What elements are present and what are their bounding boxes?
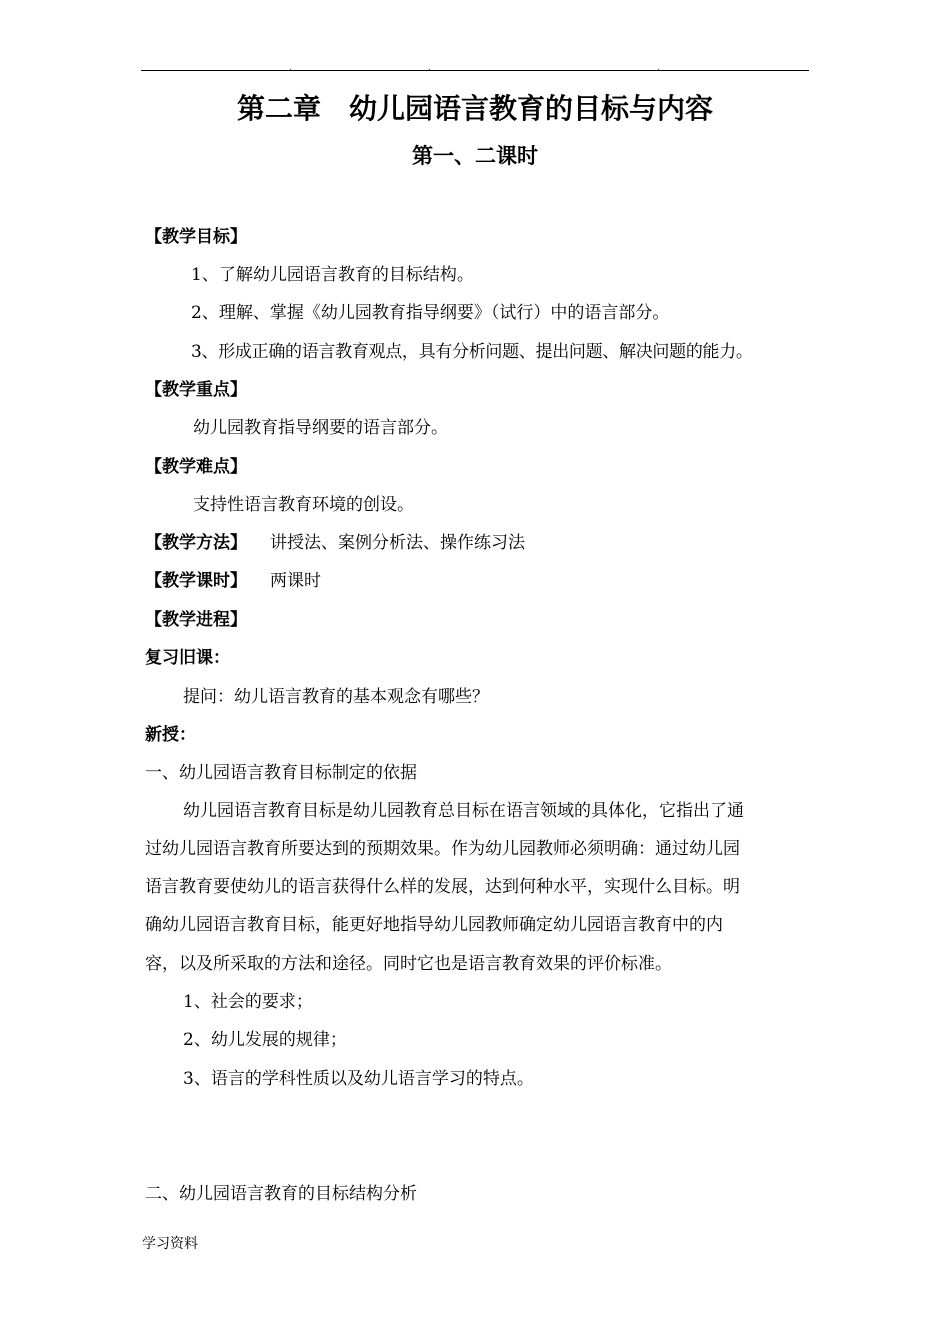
review-heading: 复习旧课： (145, 648, 230, 668)
methods-text: 讲授法、案例分析法、操作练习法 (270, 533, 525, 553)
page-subtitle: 第一、二课时 (412, 143, 538, 168)
difficulty-heading: 【教学难点】 (145, 457, 247, 477)
objective-item: 1、了解幼儿园语言教育的目标结构。 (191, 265, 474, 285)
key-point-heading: 【教学重点】 (145, 380, 247, 400)
list-item: 3、语言的学科性质以及幼儿语言学习的特点。 (183, 1069, 534, 1089)
objectives-heading: 【教学目标】 (145, 227, 247, 247)
methods-heading: 【教学方法】 (145, 533, 247, 553)
process-heading: 【教学进程】 (145, 610, 247, 630)
paragraph-line: 确幼儿园语言教育目标，能更好地指导幼儿园教师确定幼儿园语言教育中的内 (145, 915, 723, 935)
header-dot: . (657, 63, 660, 72)
section-title: 二、幼儿园语言教育的目标结构分析 (145, 1184, 417, 1204)
paragraph-line: 容，以及所采取的方法和途径。同时它也是语言教育效果的评价标准。 (145, 954, 672, 974)
header-dot: . (428, 63, 431, 72)
key-point-text: 幼儿园教育指导纲要的语言部分。 (193, 418, 448, 438)
review-text: 提问：幼儿语言教育的基本观念有哪些？ (183, 687, 489, 707)
difficulty-text: 支持性语言教育环境的创设。 (193, 495, 414, 515)
paragraph-line: 语言教育要使幼儿的语言获得什么样的发展，达到何种水平，实现什么目标。明 (145, 877, 740, 897)
new-lesson-heading: 新授： (145, 725, 196, 745)
footer-text: 学习资料 (142, 1236, 198, 1252)
objective-item: 3、形成正确的语言教育观点，具有分析问题、提出问题、解决问题的能力。 (191, 342, 753, 362)
hours-heading: 【教学课时】 (145, 571, 247, 591)
objective-item: 2、理解、掌握《幼儿园教育指导纲要》（试行）中的语言部分。 (191, 303, 670, 323)
section-title: 一、幼儿园语言教育目标制定的依据 (145, 763, 417, 783)
page-title: 第二章 幼儿园语言教育的目标与内容 (236, 92, 713, 125)
list-item: 1、社会的要求； (183, 992, 313, 1012)
list-item: 2、幼儿发展的规律； (183, 1030, 347, 1050)
hours-text: 两课时 (270, 571, 321, 591)
paragraph-line: 过幼儿园语言教育所要达到的预期效果。作为幼儿园教师必须明确：通过幼儿园 (145, 839, 740, 859)
header-dot: . (289, 63, 292, 72)
header-rule (141, 70, 809, 71)
paragraph-line: 幼儿园语言教育目标是幼儿园教育总目标在语言领域的具体化，它指出了通 (183, 801, 744, 821)
